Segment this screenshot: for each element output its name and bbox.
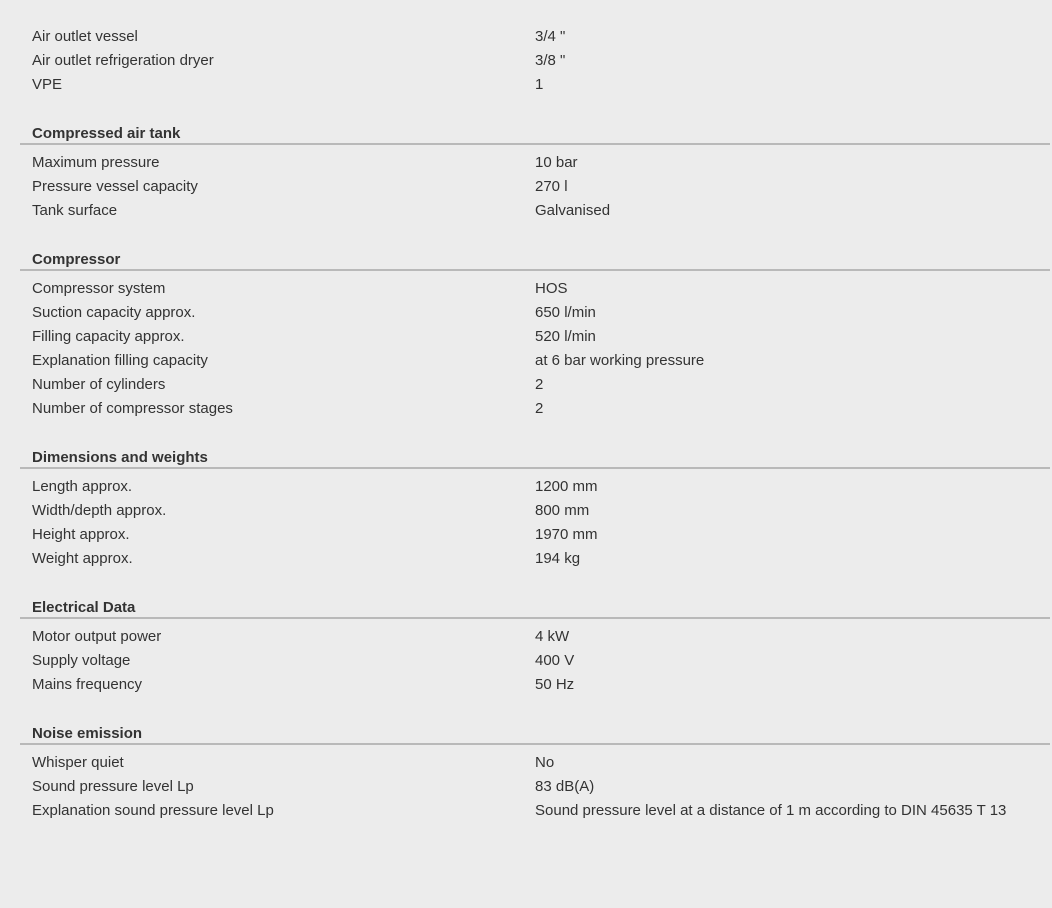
spec-section-compressor	[20, 235, 1050, 433]
spec-label: Height approx.	[32, 526, 130, 543]
spec-section-general	[20, 0, 1050, 109]
spec-value: 4 kW	[535, 628, 570, 645]
spec-label: Number of cylinders	[32, 376, 166, 393]
spec-row	[20, 349, 1050, 373]
spec-label: VPE	[32, 76, 63, 93]
spec-section-compressed-air-tank	[20, 109, 1050, 235]
spec-value: HOS	[535, 280, 568, 297]
spec-section-dimensions-weights	[20, 433, 1050, 583]
spec-label: Air outlet vessel	[32, 28, 138, 45]
spec-value: 3/8 "	[535, 52, 566, 69]
section-heading: Compressor	[20, 235, 1050, 271]
spec-value: 194 kg	[535, 550, 581, 567]
spec-value: 400 V	[535, 652, 575, 669]
spec-value: 10 bar	[535, 154, 578, 171]
spec-rows	[20, 145, 1050, 235]
spec-row	[20, 547, 1050, 571]
spec-row	[20, 73, 1050, 97]
spec-rows	[20, 0, 1050, 109]
spec-value: 800 mm	[535, 502, 590, 519]
spec-row	[20, 175, 1050, 199]
spec-rows	[20, 619, 1050, 709]
section-heading: Dimensions and weights	[20, 433, 1050, 469]
spec-value: 520 l/min	[535, 328, 596, 345]
spec-row	[20, 151, 1050, 175]
spec-section-electrical-data	[20, 583, 1050, 709]
spec-rows	[20, 745, 1050, 835]
spec-row	[20, 673, 1050, 697]
spec-row	[20, 325, 1050, 349]
spec-row	[20, 301, 1050, 325]
spec-value: 270 l	[535, 178, 568, 195]
spec-label: Sound pressure level Lp	[32, 778, 194, 795]
spec-row	[20, 649, 1050, 673]
spec-label: Air outlet refrigeration dryer	[32, 52, 214, 69]
spec-value: 2	[535, 400, 544, 417]
spec-label: Whisper quiet	[32, 754, 124, 771]
section-heading: Noise emission	[20, 709, 1050, 745]
spec-value: Galvanised	[535, 202, 611, 219]
spec-row	[20, 397, 1050, 421]
spec-label: Length approx.	[32, 478, 133, 495]
spec-rows	[20, 271, 1050, 433]
section-heading: Electrical Data	[20, 583, 1050, 619]
spec-row	[20, 625, 1050, 649]
spec-label: Pressure vessel capacity	[32, 178, 198, 195]
spec-value: 1200 mm	[535, 478, 598, 495]
spec-row	[20, 277, 1050, 301]
spec-label: Suction capacity approx.	[32, 304, 196, 321]
spec-label: Supply voltage	[32, 652, 131, 669]
spec-value: 3/4 "	[535, 28, 566, 45]
spec-value: 2	[535, 376, 544, 393]
spec-label: Weight approx.	[32, 550, 133, 567]
spec-row	[20, 751, 1050, 775]
spec-value: at 6 bar working pressure	[535, 352, 705, 369]
spec-value: Sound pressure level at a distance of 1 m according to DIN 45635 T 13	[535, 802, 1007, 819]
spec-value: 1970 mm	[535, 526, 598, 543]
spec-label: Width/depth approx.	[32, 502, 167, 519]
spec-label: Number of compressor stages	[32, 400, 233, 417]
spec-value: 50 Hz	[535, 676, 575, 693]
spec-value: No	[535, 754, 555, 771]
spec-label: Explanation sound pressure level Lp	[32, 802, 274, 819]
spec-row	[20, 49, 1050, 73]
spec-label: Tank surface	[32, 202, 118, 219]
spec-label: Motor output power	[32, 628, 162, 645]
spec-value: 83 dB(A)	[535, 778, 595, 795]
spec-value: 650 l/min	[535, 304, 596, 321]
spec-row	[20, 373, 1050, 397]
spec-label: Filling capacity approx.	[32, 328, 185, 345]
spec-row	[20, 523, 1050, 547]
spec-row	[20, 775, 1050, 799]
spec-value: 1	[535, 76, 544, 93]
spec-section-noise-emission	[20, 709, 1050, 835]
spec-label: Maximum pressure	[32, 154, 160, 171]
spec-label: Mains frequency	[32, 676, 143, 693]
spec-row	[20, 499, 1050, 523]
spec-row	[20, 475, 1050, 499]
spec-rows	[20, 469, 1050, 583]
spec-label: Compressor system	[32, 280, 166, 297]
spec-row	[20, 799, 1050, 823]
spec-row	[20, 199, 1050, 223]
spec-row	[20, 25, 1050, 49]
section-heading: Compressed air tank	[20, 109, 1050, 145]
spec-table	[20, 0, 1050, 835]
spec-label: Explanation filling capacity	[32, 352, 208, 369]
